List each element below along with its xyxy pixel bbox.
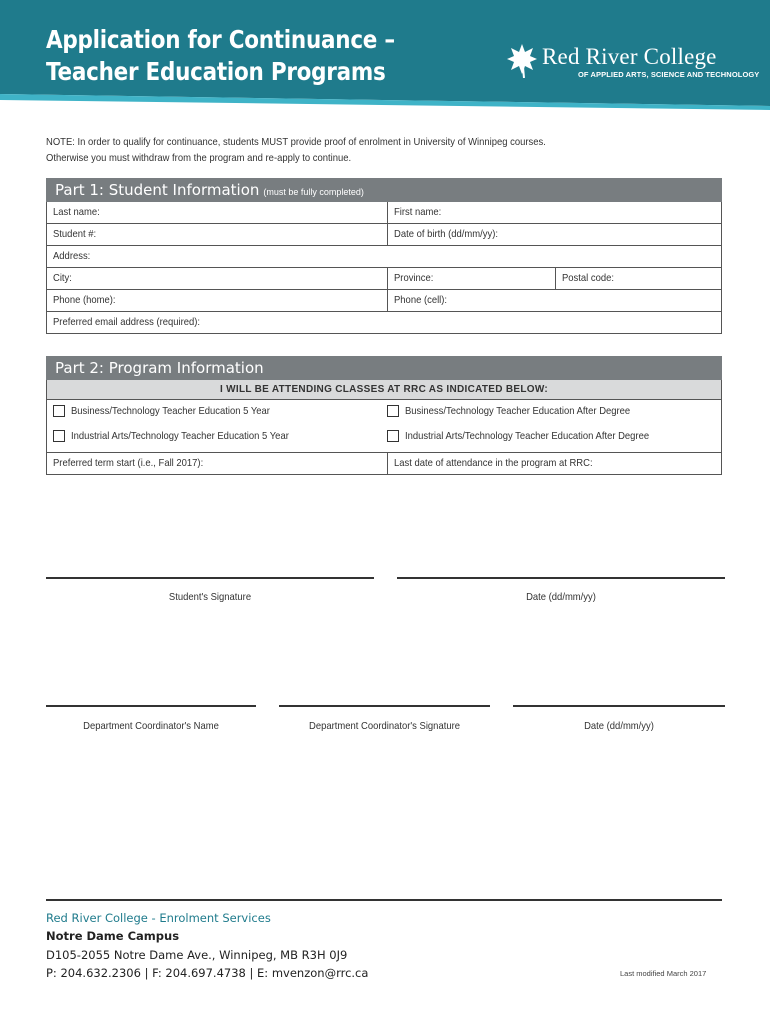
postal-code-label: Postal code: [562,272,615,284]
college-logo [506,42,760,82]
last-date-label: Last date of attendance in the program at RRC: [394,457,593,469]
footer-campus: Notre Dame Campus [46,929,180,943]
student-number-field[interactable] [47,224,387,245]
checkbox-ia-5-year[interactable] [53,430,65,442]
address-label: Address: [53,250,91,262]
logo-name: Red River College [542,44,717,69]
option-ia-5-year-label: Industrial Arts/Technology Teacher Education 5 Year [71,430,289,442]
last-name-field[interactable] [47,202,387,223]
footer-divider [46,899,722,901]
part2-title: Part 2: Program Information [55,359,264,377]
phone-cell-label: Phone (cell): [394,294,448,306]
email-field[interactable] [47,312,721,333]
instruction-note [46,134,658,166]
option-bt-after-degree-label: Business/Technology Teacher Education After Degree [405,405,631,417]
id-row [47,224,721,246]
coordinator-date-caption: Date (dd/mm/yy) [584,720,654,732]
page-title-line2: Teacher Education Programs [46,57,386,86]
checkbox-bt-after-degree[interactable] [387,405,399,417]
part1-header [46,178,722,202]
last-name-label: Last name: [53,206,100,218]
student-date-caption: Date (dd/mm/yy) [526,591,596,603]
coordinator-date-line[interactable] [513,705,725,707]
phone-cell-field[interactable] [387,290,721,311]
options-row-2 [47,426,721,453]
option-bt-5-year[interactable] [53,405,292,417]
phone-row [47,290,721,312]
first-name-field[interactable] [387,202,721,223]
name-row [47,202,721,224]
part1-title [55,181,364,199]
leaf-logo-icon [506,42,538,78]
option-ia-5-year[interactable] [53,430,313,442]
city-row [47,268,721,290]
email-label: Preferred email address (required): [53,316,201,328]
part1-title-text: Part 1: Student Information [55,181,260,199]
city-label: City: [53,272,72,284]
footer-address: D105-2055 Notre Dame Ave., Winnipeg, MB R3H 0J9 [46,948,348,962]
footer-contact-line: P: 204.632.2306 | F: 204.697.4738 | E: mvenzon@rrc.ca [46,966,369,980]
address-row [47,246,721,268]
last-date-field[interactable] [387,453,721,474]
term-row [47,453,721,475]
coordinator-name-caption: Department Coordinator's Name [83,720,219,732]
last-modified: Last modified March 2017 [620,969,707,978]
postal-code-field[interactable] [555,268,721,289]
part1-subtitle: (must be fully completed) [263,187,364,197]
attendance-banner-text: I WILL BE ATTENDING CLASSES AT RRC AS INDICATED BELOW: [219,384,549,395]
program-info-grid [46,380,722,475]
option-bt-5-year-label: Business/Technology Teacher Education 5 Year [71,405,270,417]
student-date-line[interactable] [397,577,725,579]
footer-org: Red River College - Enrolment Services [46,911,271,925]
city-field[interactable] [47,268,387,289]
first-name-label: First name: [394,206,442,218]
checkbox-bt-5-year[interactable] [53,405,65,417]
dob-label: Date of birth (dd/mm/yy): [394,228,498,240]
options-row-1 [47,400,721,426]
header-band [0,0,770,120]
province-field[interactable] [387,268,555,289]
logo-tagline: OF APPLIED ARTS, SCIENCE AND TECHNOLOGY [578,70,760,79]
phone-home-label: Phone (home): [53,294,116,306]
student-signature-caption: Student's Signature [168,591,252,603]
footer-contact [46,910,368,982]
note-line2: Otherwise you must withdraw from the program and re-apply to continue. [46,152,352,164]
page-title [46,24,395,88]
term-start-field[interactable] [47,453,387,474]
dob-field[interactable] [387,224,721,245]
address-field[interactable] [47,246,721,267]
student-info-grid [46,202,722,334]
note-line1: NOTE: In order to qualify for continuance, students MUST provide proof of enrolment in University of Winnipeg courses. [46,136,546,148]
attendance-banner [47,380,721,400]
term-start-label: Preferred term start (i.e., Fall 2017): [53,457,204,469]
province-label: Province: [394,272,434,284]
page-title-line1: Application for Continuance – [46,25,395,54]
option-ia-after-degree[interactable] [387,430,676,442]
coordinator-name-line[interactable] [46,705,256,707]
email-row [47,312,721,334]
part2-header [46,356,722,380]
option-bt-after-degree[interactable] [387,405,655,417]
coordinator-signature-line[interactable] [279,705,490,707]
student-signature-line[interactable] [46,577,374,579]
phone-home-field[interactable] [47,290,387,311]
checkbox-ia-after-degree[interactable] [387,430,399,442]
option-ia-after-degree-label: Industrial Arts/Technology Teacher Education After Degree [405,430,650,442]
student-number-label: Student #: [53,228,97,240]
coordinator-signature-caption: Department Coordinator's Signature [308,720,460,732]
